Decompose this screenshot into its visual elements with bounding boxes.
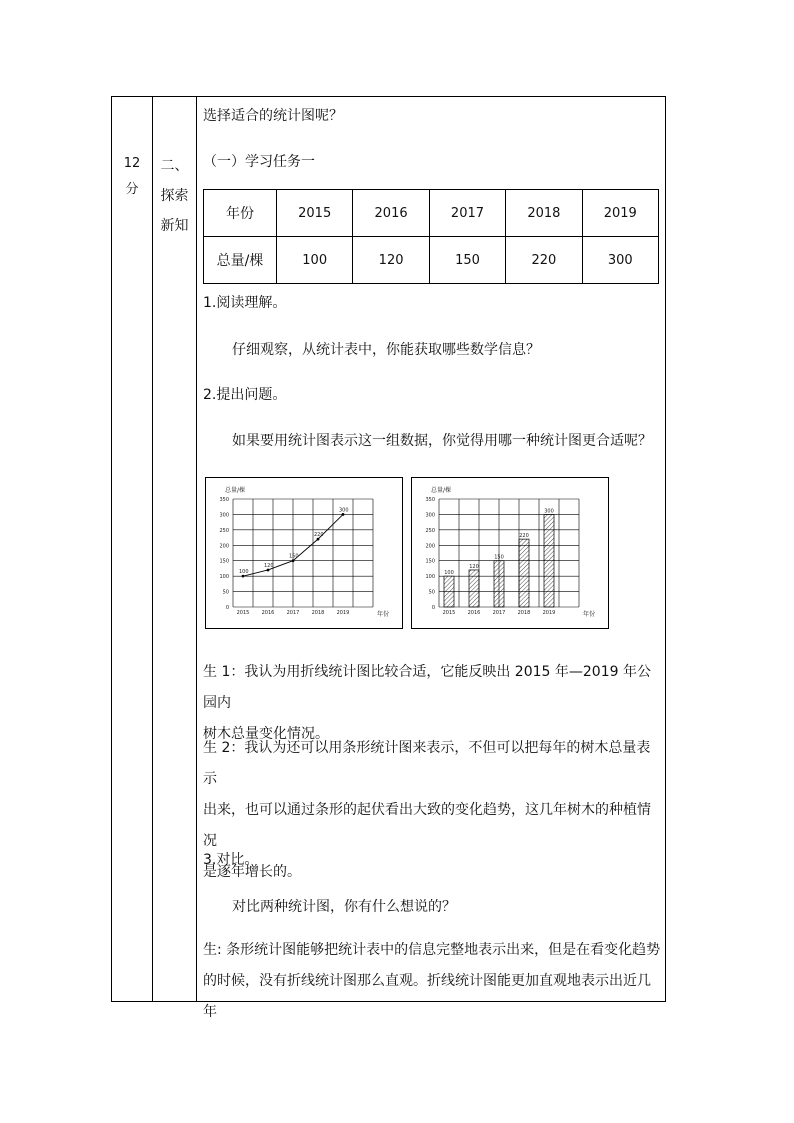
- y-tick-label: 0: [431, 605, 435, 611]
- data-label: 220: [519, 533, 529, 540]
- time-cell: [112, 151, 152, 203]
- answer-line: 树木总量变化情况。: [203, 726, 329, 742]
- question: 如果要用统计图表示这一组数据，你觉得用哪一种统计图更合适呢？: [232, 433, 652, 449]
- step-heading: 2.提出问题。: [203, 387, 287, 403]
- column-divider: [196, 97, 197, 1001]
- answer-line: 生 2：我认为还可以用条形统计图来表示，不但可以把每年的树木总量表示: [203, 740, 651, 787]
- table-cell: 2017: [429, 190, 505, 237]
- table-cell: 2015: [277, 190, 353, 237]
- answer-line: 是逐年增长的。: [203, 864, 301, 880]
- table-cell: 120: [353, 237, 429, 284]
- x-axis-label: 年份: [377, 611, 390, 618]
- y-tick-label: 150: [219, 558, 229, 565]
- bar: [444, 576, 454, 607]
- y-tick-label: 50: [428, 589, 435, 596]
- student-answer-3: [203, 935, 661, 1028]
- x-tick-label: 2016: [261, 610, 275, 616]
- bar: [544, 514, 554, 607]
- data-label: 300: [339, 507, 349, 514]
- data-label: 220: [314, 532, 324, 539]
- x-tick-label: 2015: [442, 610, 456, 616]
- lesson-table: [111, 96, 666, 1020]
- time-number: 12: [123, 156, 141, 171]
- bar: [494, 561, 504, 607]
- table-cell: 100: [277, 237, 353, 284]
- data-point: [292, 559, 295, 562]
- section-cell: [153, 151, 196, 241]
- y-tick-label: 250: [425, 527, 435, 534]
- data-label: 150: [289, 553, 299, 560]
- y-tick-label: 0: [225, 605, 229, 611]
- question: 对比两种统计图，你有什么想说的？: [232, 899, 456, 915]
- x-tick-label: 2016: [467, 610, 481, 616]
- student-answer-2: [203, 733, 661, 888]
- table-header-total: 总量/棵: [204, 237, 277, 284]
- bar-chart: [411, 477, 609, 629]
- answer-line: 生 1：我认为用折线统计图比较合适，它能反映出 2015 年—2019 年公园内: [203, 664, 651, 711]
- x-tick-label: 2019: [542, 610, 556, 616]
- table-row: [204, 237, 659, 284]
- y-tick-label: 100: [219, 574, 229, 581]
- x-tick-label: 2018: [311, 610, 325, 616]
- data-point: [342, 513, 345, 516]
- table-cell: 150: [429, 237, 505, 284]
- table-cell: 300: [582, 237, 658, 284]
- data-point: [317, 538, 320, 541]
- y-tick-label: 150: [425, 558, 435, 565]
- y-tick-label: 50: [222, 589, 229, 596]
- step-heading: 1.阅读理解。: [203, 295, 287, 311]
- line-chart: [205, 477, 403, 629]
- data-label: 100: [239, 569, 249, 576]
- y-tick-label: 200: [219, 543, 229, 550]
- data-table: [203, 189, 659, 284]
- answer-line: 的时候，没有折线统计图那么直观。折线统计图能更加直观地表示出近几年: [203, 973, 651, 1020]
- bar: [519, 539, 529, 607]
- task-heading: （一）学习任务一: [203, 154, 315, 170]
- time-unit: 分: [125, 182, 139, 197]
- table-cell: 2016: [353, 190, 429, 237]
- question: 仔细观察，从统计表中，你能获取哪些数学信息？: [232, 342, 540, 358]
- y-tick-label: 300: [219, 512, 229, 519]
- y-tick-label: 100: [425, 574, 435, 581]
- section-title-line2: 新知: [160, 218, 189, 234]
- table-header-year: 年份: [204, 190, 277, 237]
- table-cell: 220: [506, 237, 582, 284]
- step-heading: 3.对比。: [203, 852, 259, 868]
- y-axis-label: 总量/棵: [431, 487, 452, 494]
- x-tick-label: 2017: [286, 610, 300, 616]
- paragraph: 选择适合的统计图呢？: [203, 108, 343, 124]
- section-title-line1: 探索: [160, 188, 189, 204]
- data-label: 150: [494, 554, 504, 561]
- section-number: 二、: [160, 158, 189, 174]
- data-label: 120: [264, 562, 274, 569]
- table-row: [204, 190, 659, 237]
- y-tick-label: 350: [219, 497, 229, 503]
- answer-line: 出来，也可以通过条形的起伏看出大致的变化趋势，这几年树木的种植情况: [203, 802, 651, 849]
- data-label: 120: [469, 563, 479, 570]
- table-cell: 2018: [506, 190, 582, 237]
- y-tick-label: 200: [425, 543, 435, 550]
- data-point: [267, 569, 270, 572]
- x-axis-label: 年份: [583, 611, 596, 618]
- y-tick-label: 300: [425, 512, 435, 519]
- x-tick-label: 2019: [336, 610, 350, 616]
- data-point: [242, 575, 245, 578]
- bar: [469, 570, 479, 607]
- answer-line: 生: 条形统计图能够把统计表中的信息完整地表示出来，但是在看变化趋势: [203, 942, 661, 958]
- y-tick-label: 350: [425, 497, 435, 503]
- x-tick-label: 2015: [236, 610, 250, 616]
- table-cell: 2019: [582, 190, 658, 237]
- x-tick-label: 2017: [492, 610, 506, 616]
- y-tick-label: 250: [219, 527, 229, 534]
- data-label: 100: [444, 570, 454, 577]
- x-tick-label: 2018: [517, 610, 531, 616]
- y-axis-label: 总量/棵: [225, 487, 246, 494]
- data-label: 300: [544, 508, 554, 515]
